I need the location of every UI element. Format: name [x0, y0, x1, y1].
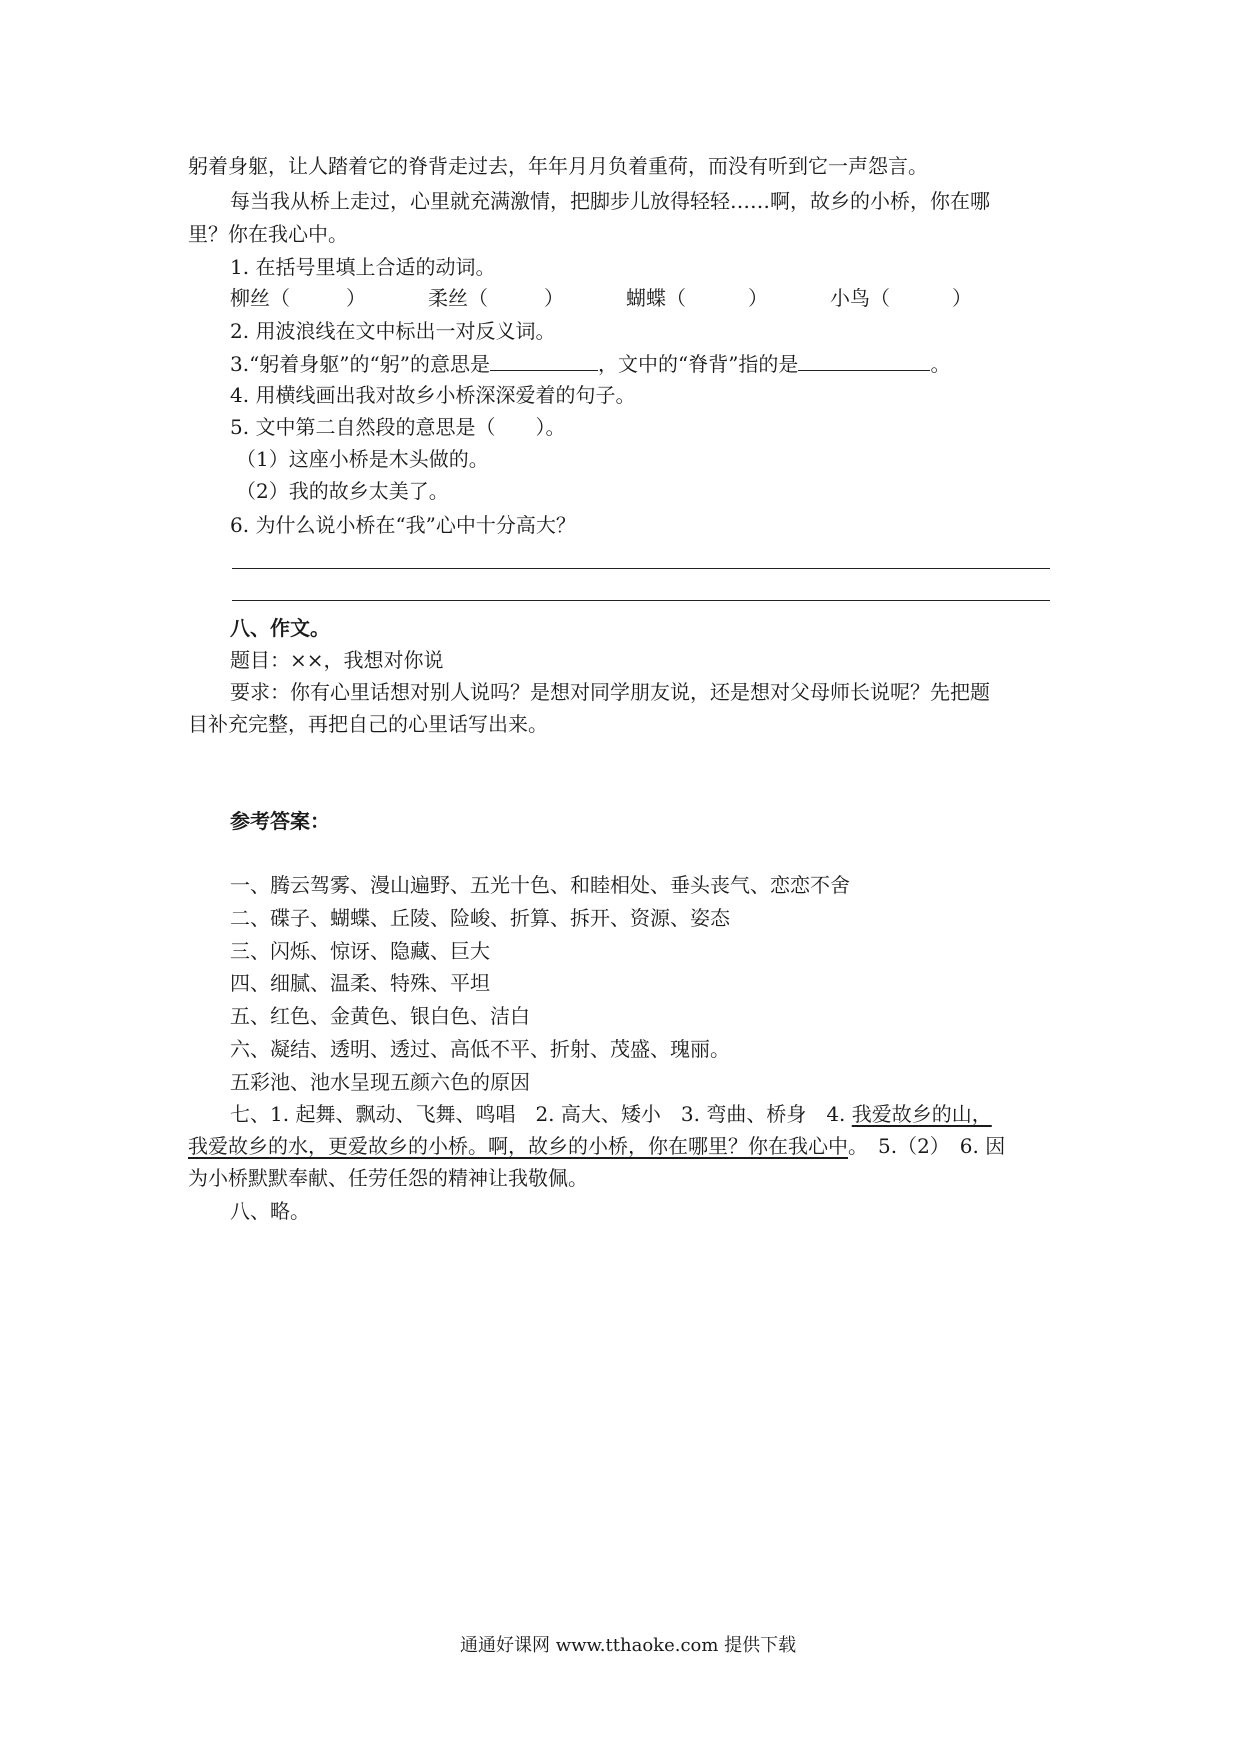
- passage-line: 每当我从桥上走过，心里就充满激情，把脚步儿放得轻轻……啊，故乡的小桥，你在哪: [230, 189, 990, 213]
- question-6: 6. 为什么说小桥在“我”心中十分高大？: [230, 513, 576, 537]
- underlined-sentence: 我爱故乡的水，更爱故乡的小桥。啊，故乡的小桥，你在哪里？你在我心中: [188, 1134, 848, 1158]
- question-2: 2. 用波浪线在文中标出一对反义词。: [230, 319, 556, 343]
- answer-line-text: 一、腾云驾雾、漫山遍野、五光十色、和睦相处、垂头丧气、恋恋不舍: [230, 873, 850, 897]
- passage-line: 躬着身躯，让人踏着它的脊背走过去，年年月月负着重荷，而没有听到它一声怨言。: [188, 154, 928, 178]
- question-5: 5. 文中第二自然段的意思是（ ）。: [230, 415, 566, 439]
- item-label: 柔丝（: [428, 286, 488, 310]
- answer-line[interactable]: [232, 600, 1050, 601]
- answer-line-text: 三、闪烁、惊讶、隐藏、巨大: [230, 939, 490, 963]
- answers-heading: 参考答案：: [230, 809, 330, 833]
- answer-line-text: 二、碟子、蝴蝶、丘陵、险峻、折算、拆开、资源、姿态: [230, 906, 730, 930]
- answer-line-text: 八、略。: [230, 1199, 310, 1223]
- answer-line-text: 为小桥默默奉献、任劳任怨的精神让我敬佩。: [188, 1166, 588, 1190]
- composition-title: 题目：××，我想对你说: [230, 648, 444, 672]
- answer-line-text: 五、红色、金黄色、银白色、洁白: [230, 1004, 530, 1028]
- item-label: 小鸟（: [830, 286, 890, 310]
- question-1-items: [230, 283, 972, 313]
- question-5-option: （2）我的故乡太美了。: [236, 479, 449, 503]
- answer-blank[interactable]: [798, 350, 930, 371]
- item-paren: ）: [544, 286, 564, 310]
- answer-line[interactable]: [232, 568, 1050, 569]
- underlined-sentence: 我爱故乡的山，: [851, 1102, 992, 1126]
- question-1: 1. 在括号里填上合适的动词。: [230, 255, 496, 279]
- item-label: 柳丝（: [230, 286, 290, 310]
- answer-line-text: 七、1. 起舞、飘动、飞舞、鸣唱 2. 高大、矮小 3. 弯曲、桥身 4. 我爱故乡的山，: [230, 1102, 992, 1126]
- answer-line-text: 四、细腻、温柔、特殊、平坦: [230, 971, 490, 995]
- composition-requirement: 要求：你有心里话想对别人说吗？是想对同学朋友说，还是想对父母师长说呢？先把题: [230, 680, 990, 704]
- passage-line: 里？你在我心中。: [188, 222, 348, 246]
- answer-line-text: 六、凝结、透明、透过、高低不平、折射、茂盛、瑰丽。: [230, 1037, 730, 1061]
- answer-blank[interactable]: [490, 350, 598, 371]
- item-paren: ）: [952, 286, 972, 310]
- footer-text: 通通好课网 www.tthaoke.com 提供下载: [460, 1635, 797, 1656]
- item-label: 蝴蝶（: [626, 286, 686, 310]
- composition-requirement: 目补充完整，再把自己的心里话写出来。: [188, 712, 548, 736]
- item-paren: ）: [748, 286, 768, 310]
- question-4: 4. 用横线画出我对故乡小桥深深爱着的句子。: [230, 383, 636, 407]
- question-3: 3.“躬着身躯”的“躬”的意思是 ，文中的“脊背”指的是 。: [230, 352, 951, 376]
- question-5-option: （1）这座小桥是木头做的。: [236, 447, 489, 471]
- answer-line-text: 五彩池、池水呈现五颜六色的原因: [230, 1070, 530, 1094]
- item-paren: ）: [346, 286, 366, 310]
- answer-line-text: 我爱故乡的水，更爱故乡的小桥。啊，故乡的小桥，你在哪里？你在我心中。 5.（2） 6. 因: [188, 1134, 1006, 1158]
- section-heading: 八、作文。: [230, 616, 330, 640]
